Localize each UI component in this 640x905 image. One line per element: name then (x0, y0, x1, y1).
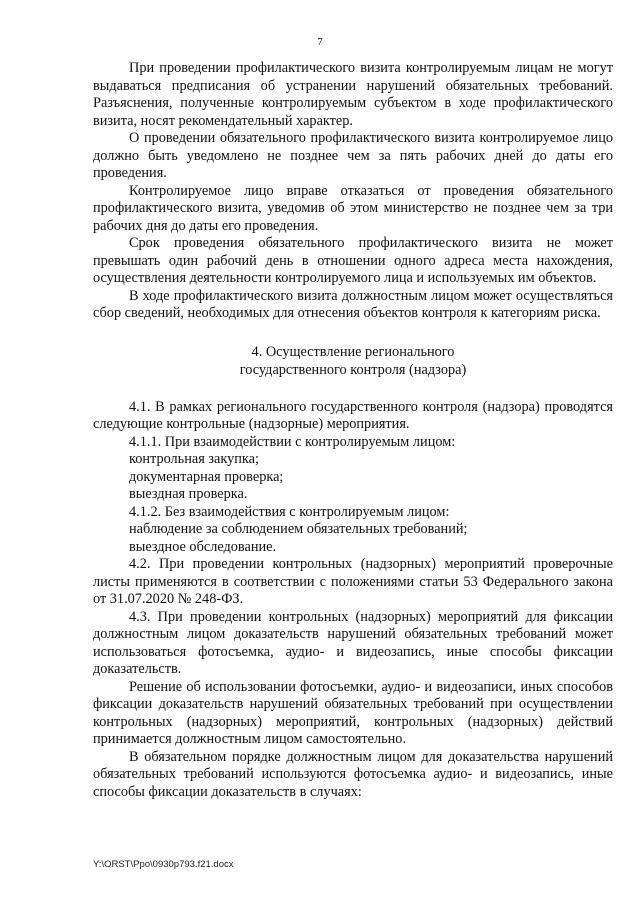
paragraph-visit-risk-data: В ходе профилактического визита должностным лицом может осуществляться сбор сведений, необходимых для отнесения объектов контроля к категориям риска. (93, 287, 613, 321)
paragraph-4-2: 4.2. При проведении контрольных (надзорных) мероприятий проверочные листы применяются в соответствии с положениями статьи 53 Федерального закона от 31.07.2020 № 248-ФЗ. (93, 556, 613, 607)
paragraph-visit-refusal: Контролируемое лицо вправе отказаться от проведения обязательного профилактического визита, уведомив об этом министерство не позднее чем за три рабочих дня до даты его проведения. (93, 182, 613, 234)
paragraph-visit-prescriptions: При проведении профилактического визита контролируемым лицам не могут выдаваться предписания об устранении нарушений обязательных требований. Разъяснения, полученные контролируемым субъектом в ходе профилактического визита, носят рекомендательный характер. (93, 60, 613, 129)
paragraph-mandatory: В обязательном порядке должностным лицом для доказательства нарушений обязательных требований используются фотосъемка аудио- и видеозапись, иные способы фиксации доказательств в случаях: (93, 748, 613, 800)
list-item: наблюдение за соблюдением обязательных требований; (129, 521, 468, 537)
paragraph-4-1-2: 4.1.2. Без взаимодействия с контролируемым лицом: (129, 503, 450, 520)
list-item: документарная проверка; (129, 468, 284, 485)
list-item: выездное обследование. (129, 538, 277, 555)
page-number: 7 (317, 36, 323, 48)
list-item: выездная проверка. (129, 486, 248, 502)
paragraph-4-1: 4.1. В рамках регионального государственного контроля (надзора) проводятся следующие контрольные (надзорные) мероприятия. (93, 398, 613, 432)
paragraph-visit-duration: Срок проведения обязательного профилактического визита не может превышать один рабочий день в отношении одного адреса места нахождения, осуществления деятельности контролируемого лица и используемых им объектов. (93, 235, 613, 286)
section-heading-line2: государственного контроля (надзора) (239, 361, 467, 378)
paragraph-visit-notification: О проведении обязательного профилактического визита контролируемое лицо должно быть уведомлено не позднее чем за пять рабочих дней до даты его проведения. (93, 130, 613, 181)
footer-file-path: Y:\ORST\Ppo\0930p793.f21.docx (93, 859, 234, 870)
paragraph-decision: Решение об использовании фотосъемки, аудио- и видеозаписи, иных способов фиксации доказательств нарушений обязательных требований при осуществлении контрольных (надзорных) мероприятий, контрольных (надзорных) действий принимается должностным лицом самостоятельно. (93, 678, 613, 747)
section-heading (93, 343, 613, 379)
section-heading-line1: 4. Осуществление регионального (251, 343, 455, 360)
paragraph-4-1-1: 4.1.1. При взаимодействии с контролируемым лицом: (129, 433, 456, 450)
paragraph-4-3: 4.3. При проведении контрольных (надзорных) мероприятий для фиксации должностным лицом доказательств нарушений обязательных требований может использоваться фотосъемка, аудио- и видеозапись, иные способы фиксации доказательств. (93, 608, 613, 677)
document-body (93, 60, 613, 801)
list-item: контрольная закупка; (129, 451, 259, 467)
